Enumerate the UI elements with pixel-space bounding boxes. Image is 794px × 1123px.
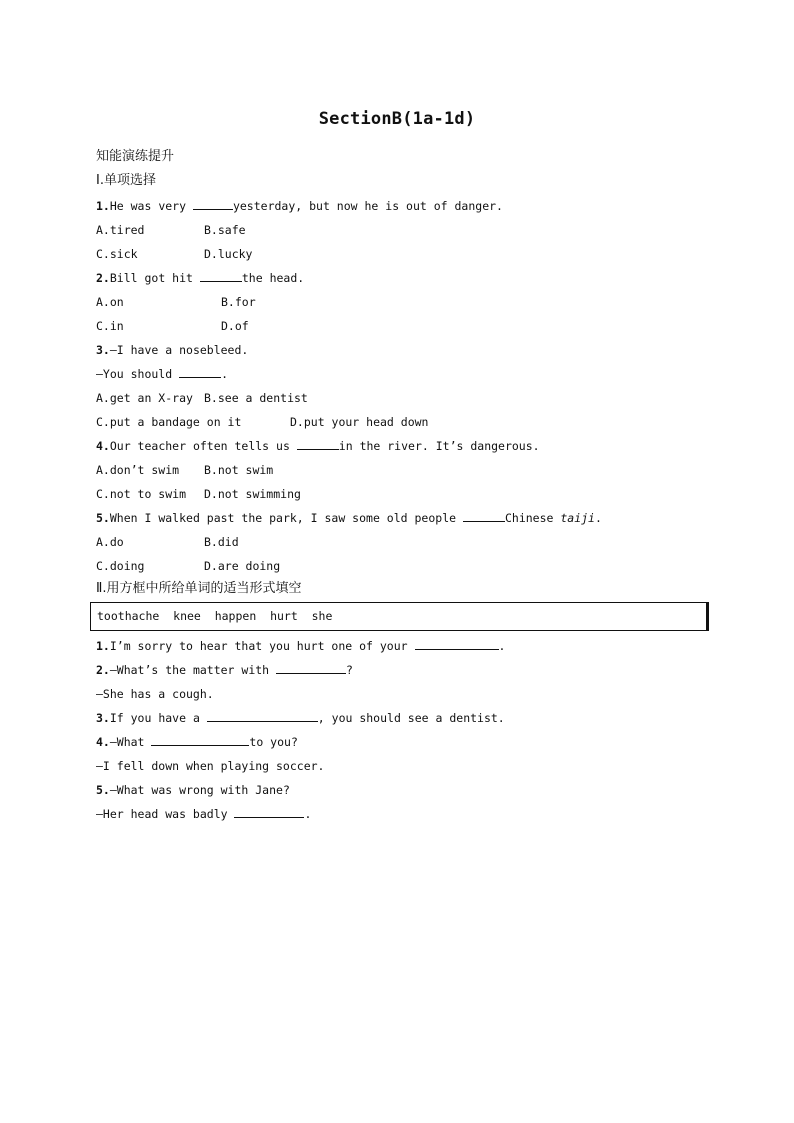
option-b[interactable]: B.for <box>221 295 256 309</box>
page-title: SectionB(1a-1d) <box>318 109 476 129</box>
subtitle: 知能演练提升 <box>96 149 175 164</box>
question-number: 2. <box>96 271 110 285</box>
option-row <box>96 222 144 238</box>
answer-blank[interactable] <box>276 662 346 674</box>
item-number: 4. <box>96 735 110 749</box>
section1-heading: Ⅰ.单项选择 <box>96 173 156 188</box>
question-text-end: . <box>221 367 229 381</box>
question-text: —You should <box>96 367 180 381</box>
option-c[interactable]: C.sick <box>96 247 138 261</box>
question-5 <box>96 510 602 526</box>
question-number: 5. <box>96 511 110 525</box>
answer-blank[interactable] <box>234 806 304 818</box>
answer-blank[interactable] <box>193 198 233 210</box>
option-a[interactable]: A.do <box>96 535 124 549</box>
question-text-period: . <box>594 511 602 525</box>
item-text: —What <box>109 735 152 749</box>
answer-blank[interactable] <box>297 438 339 450</box>
option-a[interactable]: A.on <box>96 295 124 309</box>
option-d[interactable]: D.are doing <box>204 559 281 573</box>
question-text-end: the head. <box>241 271 305 285</box>
option-a[interactable]: A.get an X-ray <box>96 391 193 405</box>
answer-blank[interactable] <box>179 366 221 378</box>
option-c[interactable]: C.doing <box>96 559 145 573</box>
question-text: Bill got hit <box>109 271 200 285</box>
option-c[interactable]: C.in <box>96 319 124 333</box>
answer-blank[interactable] <box>207 710 318 722</box>
fill-item-2-line2: —She has a cough. <box>96 687 214 701</box>
italic-term: taiji <box>560 511 595 525</box>
fill-item-3 <box>96 710 505 726</box>
item-number: 5. <box>96 783 110 797</box>
fill-item-1 <box>96 638 505 654</box>
item-number: 1. <box>96 639 110 653</box>
question-text-end: in the river. It’s dangerous. <box>338 439 540 453</box>
question-1 <box>96 198 503 214</box>
question-text-end: Chinese <box>504 511 561 525</box>
fill-item-4 <box>96 734 298 750</box>
option-d[interactable]: D.lucky <box>204 247 253 261</box>
option-a[interactable]: A.don’t swim <box>96 463 180 477</box>
question-4 <box>96 438 540 454</box>
question-number: 1. <box>96 199 110 213</box>
item-text: —What’s the matter with <box>109 663 277 677</box>
question-number: 3. <box>96 343 110 357</box>
item-text-end: , you should see a dentist. <box>317 711 505 725</box>
option-d[interactable]: D.of <box>221 319 249 333</box>
item-text-end: to you? <box>249 735 298 749</box>
answer-blank[interactable] <box>151 734 249 746</box>
fill-item-4-line2: —I fell down when playing soccer. <box>96 759 325 773</box>
question-text: When I walked past the park, I saw some old people <box>109 511 463 525</box>
option-b[interactable]: B.see a dentist <box>204 391 308 405</box>
item-number: 2. <box>96 663 110 677</box>
question-number: 4. <box>96 439 110 453</box>
option-b[interactable]: B.did <box>204 535 239 549</box>
item-text: —Her head was badly <box>96 807 235 821</box>
item-number: 3. <box>96 711 110 725</box>
question-2 <box>96 270 304 286</box>
answer-blank[interactable] <box>463 510 505 522</box>
fill-item-5-line2 <box>96 806 311 822</box>
item-text: I’m sorry to hear that you hurt one of your <box>109 639 415 653</box>
question-text: He was very <box>109 199 193 213</box>
section2-heading: Ⅱ.用方框中所给单词的适当形式填空 <box>96 581 302 596</box>
fill-item-5 <box>96 782 290 798</box>
option-d[interactable]: D.put your head down <box>290 415 429 429</box>
item-text: —What was wrong with Jane? <box>109 783 290 797</box>
question-text: Our teacher often tells us <box>109 439 297 453</box>
answer-blank[interactable] <box>415 638 499 650</box>
question-3 <box>96 342 248 358</box>
option-b[interactable]: B.not swim <box>204 463 274 477</box>
option-b[interactable]: B.safe <box>204 223 246 237</box>
item-text-end: ? <box>346 663 353 677</box>
item-text-end: . <box>498 639 506 653</box>
question-text-end: yesterday, but now he is out of danger. <box>232 199 503 213</box>
option-a[interactable]: A.tired <box>96 223 145 237</box>
question-3-line2 <box>96 366 228 382</box>
item-text-end: . <box>304 807 312 821</box>
word-list: toothache knee happen hurt she <box>97 609 333 623</box>
word-box <box>90 602 707 631</box>
item-text: If you have a <box>109 711 207 725</box>
fill-item-2 <box>96 662 353 678</box>
question-text: —I have a nosebleed. <box>109 343 249 357</box>
answer-blank[interactable] <box>200 270 242 282</box>
option-d[interactable]: D.not swimming <box>204 487 301 501</box>
option-c[interactable]: C.not to swim <box>96 487 187 501</box>
option-c[interactable]: C.put a bandage on it <box>96 415 242 429</box>
